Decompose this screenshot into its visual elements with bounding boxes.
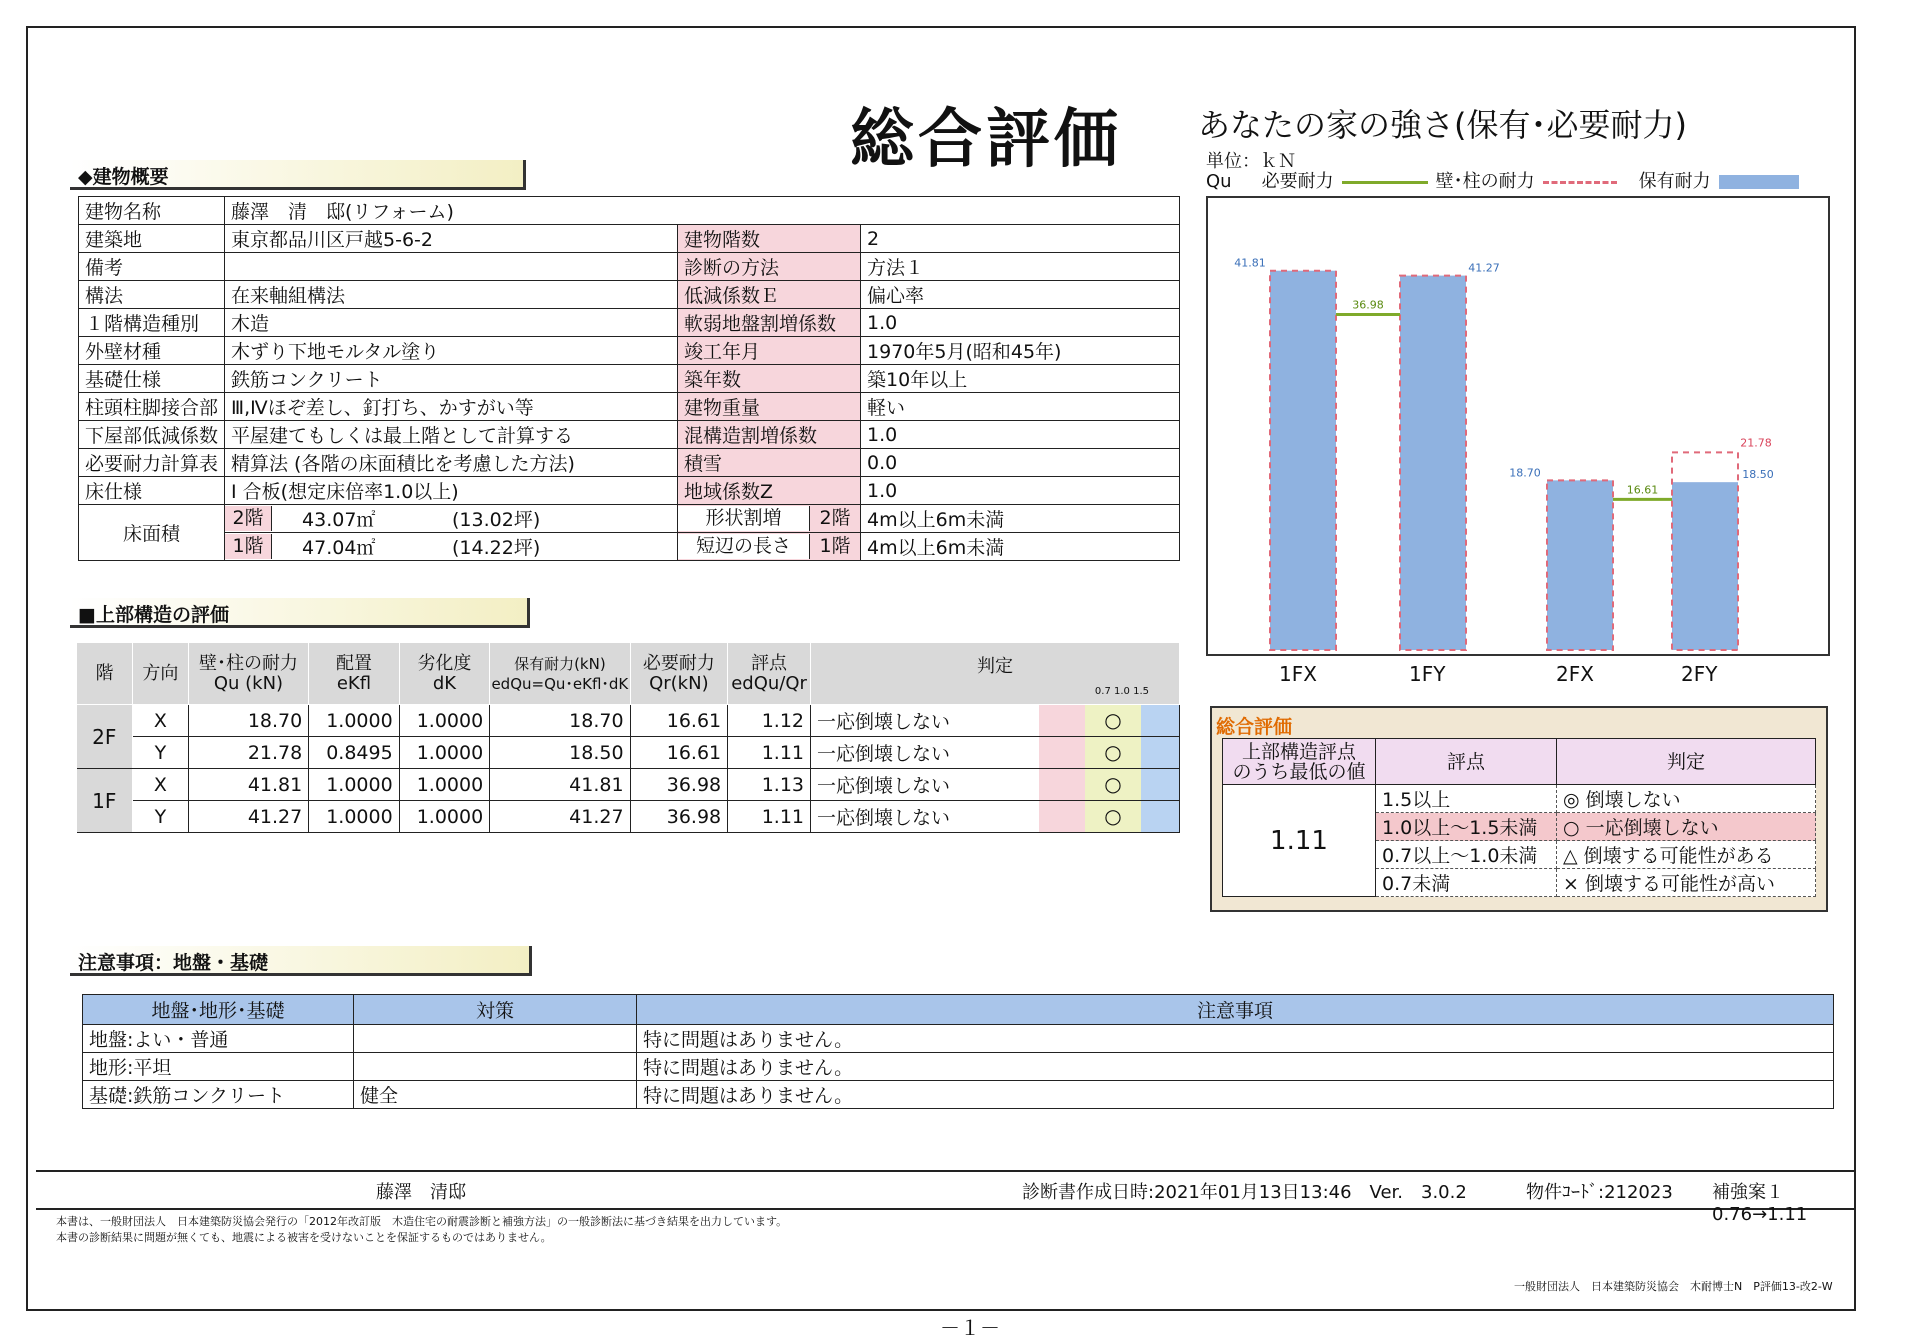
summary-box [1210,706,1828,912]
qr-cell: 16.61 [630,705,728,737]
summary-row [1223,785,1816,813]
publisher: 一般財団法人 日本建築防災協会 木耐博士N P評価13-改2-W [1514,1280,1833,1293]
gauge-low [1039,769,1085,800]
gauge-high [1141,769,1179,800]
shape-label-line [678,506,860,531]
judge-text: 一応倒壊しない [817,743,951,765]
col-qr: 必要耐力 Qr(kN) [630,643,728,705]
legend-qu: Qu [1206,171,1232,192]
dk-cell: 1.0000 [399,769,489,801]
summary-range: 1.5以上 [1376,785,1557,813]
overview-row [79,309,1180,337]
score-cell: 1.11 [728,801,811,833]
notes-note: 特に問題はありません。 [637,1025,1834,1053]
overview-value: 木ずり下地モルタル塗り [225,337,678,365]
score-cell: 1.13 [728,769,811,801]
summary-range: 1.0以上～1.5未満 [1376,813,1557,841]
judge-gauge [1039,801,1179,832]
floor-cell: 1F [77,769,133,833]
floor-area-cell [225,505,678,533]
notes-measure [354,1053,637,1081]
qr-cell: 16.61 [630,737,728,769]
legend-wall-label: 壁･柱の耐力 [1435,171,1535,192]
disclaimer-line2: 本書の診断結果に問題が無くても、地震による被害を受けないことを保証するものではありません。 [56,1231,552,1244]
overview-label: 必要耐力計算表 [79,449,225,477]
footer-plan: 補強案１ 0.76→1.11 [1712,1182,1808,1225]
judge-cell [811,801,1180,833]
overview-value: 方法１ [861,253,1180,281]
legend-required-label: 必要耐力 [1261,171,1334,192]
direction-cell: Y [133,801,189,833]
summary-heading: 総合評価 [1216,716,1293,738]
overview-label: 外壁材種 [79,337,225,365]
notes-col-measure: 対策 [354,995,637,1025]
summary-range: 0.7未満 [1376,869,1557,897]
x-tick-label: 2FX [1556,662,1594,686]
held-label: 41.27 [1468,261,1500,275]
shape-floor: 2階 [809,506,860,531]
qr-cell: 36.98 [630,801,728,833]
floor-label: 1階 [225,534,272,559]
held-label: 18.70 [1509,466,1541,480]
overview-label: 下屋部低減係数 [79,421,225,449]
evaluation-row [77,801,1180,833]
overview-label: 基礎仕様 [79,365,225,393]
overview-label: 建物階数 [678,225,861,253]
judge-text: 一応倒壊しない [817,775,951,797]
judge-text: 一応倒壊しない [817,711,951,733]
overview-value: 藤澤 清 邸(リフォーム) [225,197,1180,225]
shape-value: 4m以上6m未満 [861,533,1180,561]
page-title: 総合評価 [850,103,1122,177]
notes-item: 地盤:よい・普通 [83,1025,354,1053]
floor-area-row [79,505,1180,533]
overview-label: 構法 [79,281,225,309]
shape-label: 形状割増 [678,506,809,531]
overview-label: 建物重量 [678,393,861,421]
footer-owner: 藤澤 清邸 [376,1182,466,1203]
floor-cell: 2F [77,705,133,769]
upper-heading: ■上部構造の評価 [70,598,530,628]
notes-col-note: 注意事項 [637,995,1834,1025]
chart-x-axis [1206,662,1830,688]
judge-text: 一応倒壊しない [817,807,951,829]
col-edqu: 保有耐力(kN) edQu=Qu･eKfl･dK [490,643,630,705]
col-ekfl: 配置 eKfl [309,643,399,705]
col-dk: 劣化度 dK [399,643,489,705]
floor-area-label: 床面積 [79,505,225,561]
judge-gauge [1039,705,1179,736]
summary-col-judge: 判定 [1557,739,1816,785]
held-bar [1270,271,1336,650]
overview-row [79,477,1180,505]
overview-label: 築年数 [678,365,861,393]
floor-area-tsubo: (14.22坪) [452,537,541,559]
col-direction: 方向 [133,643,189,705]
overview-label: 低減係数Ｅ [678,281,861,309]
judge-header-label: 判定 [977,655,1013,677]
floor-area-tsubo: (13.02坪) [452,509,541,531]
overview-label: １階構造種別 [79,309,225,337]
overview-value: 1.0 [861,421,1180,449]
floor-area-line [225,506,677,531]
floor-area-m2: 47.04㎡ [302,537,376,559]
gauge-mark: ○ [1085,705,1141,736]
overview-row [79,365,1180,393]
overview-label: 混構造割増係数 [678,421,861,449]
judge-cell [811,769,1180,801]
judge-gauge [1039,769,1179,800]
gauge-high [1141,801,1179,832]
gauge-high [1141,737,1179,768]
edqu-cell: 41.81 [490,769,630,801]
overview-value: 軽い [861,393,1180,421]
x-tick-label: 1FX [1279,662,1317,686]
ekfl-cell: 1.0000 [309,769,399,801]
qu-cell: 41.81 [188,769,309,801]
gauge-mark: ○ [1085,801,1141,832]
chart-frame [1206,196,1830,656]
overview-row [79,449,1180,477]
qr-cell: 36.98 [630,769,728,801]
notes-note: 特に問題はありません。 [637,1081,1834,1109]
dk-cell: 1.0000 [399,705,489,737]
overview-heading: ◆建物概要 [70,160,526,190]
legend-wall-line [1543,181,1617,184]
judge-line [811,737,1179,768]
shape-label: 短辺の長さ [678,534,809,559]
overview-value: 0.0 [861,449,1180,477]
gauge-low [1039,705,1085,736]
overview-label: 床仕様 [79,477,225,505]
legend-held-swatch [1719,175,1799,189]
held-bar [1672,482,1738,650]
disclaimer-line1: 本書は、一般財団法人 日本建築防災協会発行の「2012年改訂版 木造住宅の耐震診断と補強方法」の一般診断法に基づき結果を出力しています。 [56,1215,788,1228]
notes-item: 地形:平坦 [83,1053,354,1081]
col-floor: 階 [77,643,133,705]
gauge-mark: ○ [1085,769,1141,800]
overview-label: 竣工年月 [678,337,861,365]
overview-label: 柱頭柱脚接合部 [79,393,225,421]
footer-created: 診断書作成日時:2021年01月13日13:46 Ver. 3.0.2 [1022,1182,1467,1203]
overview-value: 1.0 [861,477,1180,505]
overview-value [225,253,678,281]
chart-legend [1206,152,1799,192]
overview-table [78,196,1180,561]
summary-judge: × 倒壊する可能性が高い [1557,869,1816,897]
overview-value: 木造 [225,309,678,337]
qu-cell: 21.78 [188,737,309,769]
notes-measure [354,1025,637,1053]
overview-row [79,337,1180,365]
disclaimer [56,1214,787,1246]
required-label: 16.61 [1626,483,1659,497]
floor-area-row [79,533,1180,561]
footer-code: 物件ｺｰﾄﾞ:212023 [1526,1182,1673,1203]
direction-cell: Y [133,737,189,769]
overview-row [79,421,1180,449]
legend-held-label: 保有耐力 [1638,171,1711,192]
col-judge [811,643,1180,705]
held-label: 41.81 [1234,256,1266,270]
notes-col-item: 地盤･地形･基礎 [83,995,354,1025]
judge-line [811,705,1179,736]
evaluation-row [77,737,1180,769]
dk-cell: 1.0000 [399,801,489,833]
overview-value: Ⅲ,Ⅳほぞ差し、釘打ち、かすがい等 [225,393,678,421]
judge-line [811,801,1179,832]
judge-line [811,769,1179,800]
gauge-high [1141,705,1179,736]
notes-row [83,1025,1834,1053]
edqu-cell: 18.70 [490,705,630,737]
overview-label: 建物名称 [79,197,225,225]
shape-value: 4m以上6m未満 [861,505,1180,533]
ekfl-cell: 0.8495 [309,737,399,769]
score-cell: 1.11 [728,737,811,769]
overview-label: 建築地 [79,225,225,253]
summary-col-min: 上部構造評点 のうち最低の値 [1223,739,1376,785]
overview-value: 在来軸組構法 [225,281,678,309]
overview-value: 平屋建てもしくは最上階として計算する [225,421,678,449]
notes-row [83,1081,1834,1109]
held-bar [1547,480,1613,650]
notes-row [83,1053,1834,1081]
overview-row [79,393,1180,421]
legend-required-line [1342,181,1428,184]
summary-judge: △ 倒壊する可能性がある [1557,841,1816,869]
x-tick-label: 2FY [1681,662,1718,686]
dk-cell: 1.0000 [399,737,489,769]
overview-label: 備考 [79,253,225,281]
overview-row [79,253,1180,281]
overview-value: 東京都品川区戸越5-6-2 [225,225,678,253]
summary-judge: ◎ 倒壊しない [1557,785,1816,813]
overview-value: 築10年以上 [861,365,1180,393]
summary-judge: ○ 一応倒壊しない [1557,813,1816,841]
gauge-mark: ○ [1085,737,1141,768]
score-cell: 1.12 [728,705,811,737]
overview-value: 1.0 [861,309,1180,337]
shape-label-cell [678,533,861,561]
overview-row [79,197,1180,225]
shape-label-line [678,534,860,559]
col-qu: 壁･柱の耐力 Qu (kN) [188,643,309,705]
x-tick-label: 1FY [1409,662,1446,686]
qu-cell: 41.27 [188,801,309,833]
judge-gauge [1039,737,1179,768]
overview-value: 1970年5月(昭和45年) [861,337,1180,365]
ekfl-cell: 1.0000 [309,801,399,833]
wall-label: 21.78 [1740,436,1772,450]
ekfl-cell: 1.0000 [309,705,399,737]
overview-label: 診断の方法 [678,253,861,281]
notes-heading: 注意事項：地盤・基礎 [70,946,532,976]
overview-value: Ⅰ 合板(想定床倍率1.0以上) [225,477,678,505]
direction-cell: X [133,705,189,737]
page-number: －１－ [940,1316,1000,1340]
overview-value: 精算法 (各階の床面積比を考慮した方法) [225,449,678,477]
evaluation-row [77,705,1180,737]
judge-cell [811,705,1180,737]
floor-area-line [225,534,677,559]
floor-area-cell [225,533,678,561]
edqu-cell: 41.27 [490,801,630,833]
overview-value: 鉄筋コンクリート [225,365,678,393]
floor-label: 2階 [225,506,272,531]
summary-col-score: 評点 [1376,739,1557,785]
overview-row [79,225,1180,253]
summary-range: 0.7以上～1.0未満 [1376,841,1557,869]
gauge-low [1039,801,1085,832]
notes-measure: 健全 [354,1081,637,1109]
summary-min-value: 1.11 [1223,785,1376,897]
held-bar [1400,276,1466,650]
overview-label: 地域係数Z [678,477,861,505]
overview-value: 2 [861,225,1180,253]
notes-item: 基礎:鉄筋コンクリート [83,1081,354,1109]
qu-cell: 18.70 [188,705,309,737]
shape-floor: 1階 [809,534,860,559]
unit-label: 単位：ｋＮ [1206,151,1296,172]
evaluation-row [77,769,1180,801]
direction-cell: X [133,769,189,801]
overview-row [79,281,1180,309]
overview-value: 偏心率 [861,281,1180,309]
shape-label-cell [678,505,861,533]
col-score: 評点 edQu/Qr [728,643,811,705]
edqu-cell: 18.50 [490,737,630,769]
evaluation-table [76,642,1180,833]
notes-table [82,994,1834,1109]
judge-cell [811,737,1180,769]
chart-title: あなたの家の強さ(保有･必要耐力) [1198,106,1687,144]
overview-label: 軟弱地盤割増係数 [678,309,861,337]
floor-area-m2: 43.07㎡ [302,509,376,531]
score-scale: 0.7 1.0 1.5 [1094,686,1149,697]
held-label: 18.50 [1742,468,1774,482]
required-label: 36.98 [1352,298,1384,312]
gauge-low [1039,737,1085,768]
overview-label: 積雪 [678,449,861,477]
notes-note: 特に問題はありません。 [637,1053,1834,1081]
bar-chart [1208,198,1828,654]
